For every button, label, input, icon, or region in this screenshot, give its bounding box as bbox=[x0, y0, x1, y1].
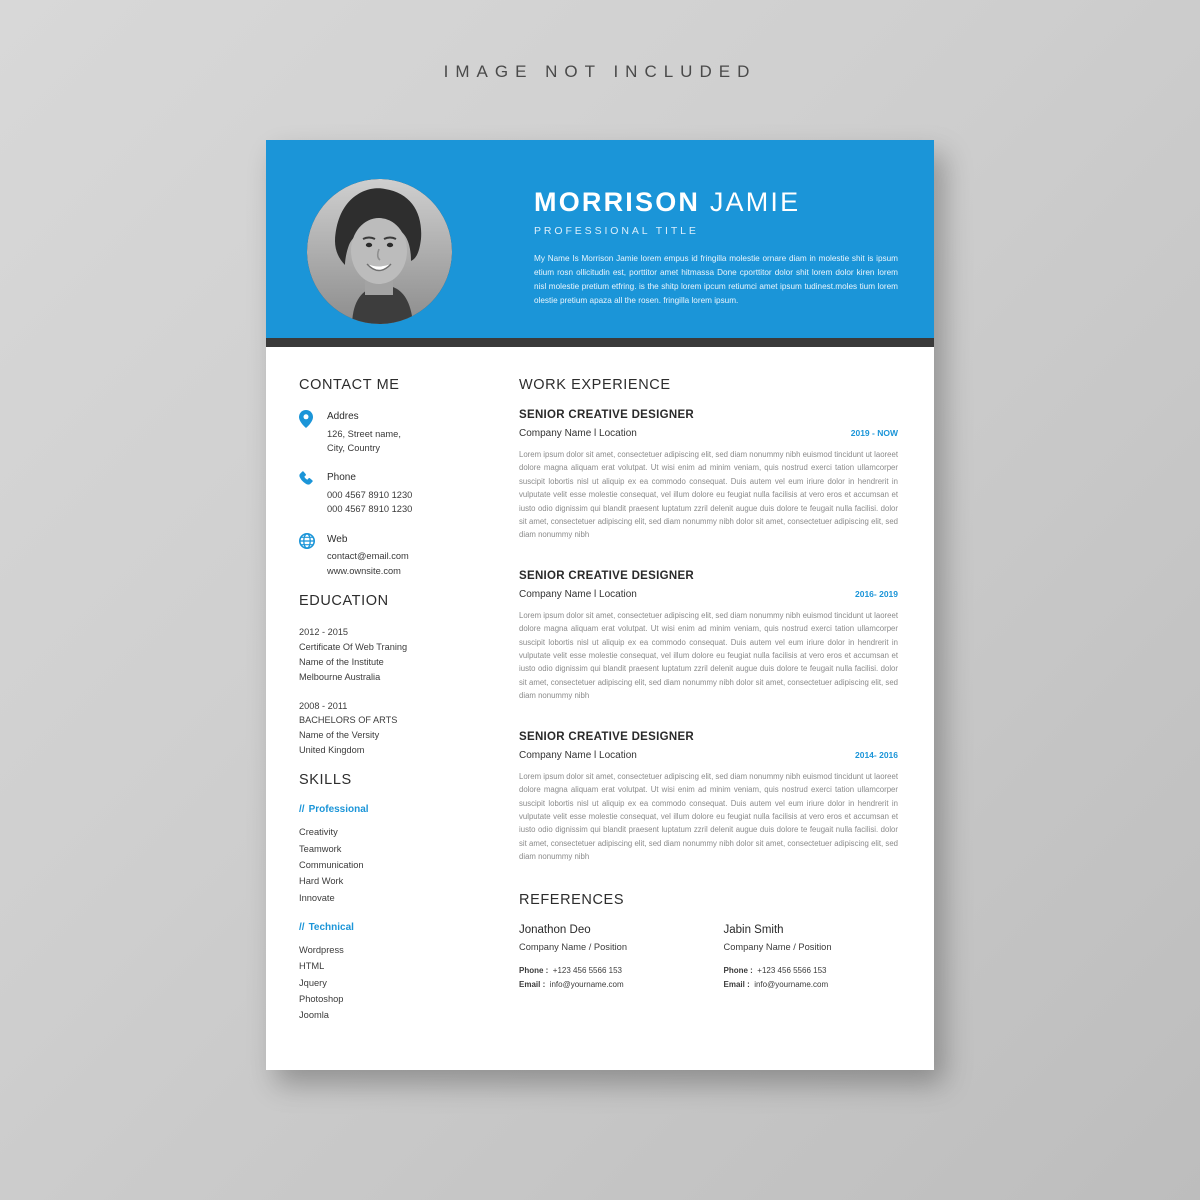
education-location: United Kingdom bbox=[299, 745, 365, 756]
contact-address-line-2: City, Country bbox=[327, 442, 381, 453]
reference-item bbox=[519, 924, 694, 992]
job-title: SENIOR CREATIVE DESIGNER bbox=[519, 409, 695, 421]
reference-phone-label: Phone : bbox=[519, 965, 549, 975]
list-item: Creativity bbox=[299, 827, 338, 838]
contact-phone-line-1: 000 4567 8910 1230 bbox=[327, 489, 413, 500]
skill-group-title bbox=[299, 922, 496, 933]
professional-title: PROFESSIONAL TITLE bbox=[534, 224, 699, 237]
reference-position: Company Name / Position bbox=[723, 941, 832, 952]
contact-address-text bbox=[327, 409, 401, 455]
list-item: Wordpress bbox=[299, 944, 344, 955]
contact-phone-label: Phone bbox=[327, 472, 356, 484]
education-institute: Name of the Versity bbox=[299, 730, 380, 741]
list-item: Jquery bbox=[299, 977, 327, 988]
contact-website-value: www.ownsite.com bbox=[327, 565, 401, 576]
reference-phone-value: +123 456 5566 153 bbox=[757, 965, 827, 975]
work-experience-item bbox=[519, 570, 898, 703]
education-location: Melbourne Australia bbox=[299, 671, 381, 682]
education-institute: Name of the Institute bbox=[299, 656, 384, 667]
skill-group-professional bbox=[299, 804, 496, 906]
main-column bbox=[514, 377, 898, 1024]
section-heading-contact: CONTACT ME bbox=[299, 377, 400, 393]
job-company: Company Name l Location bbox=[519, 588, 637, 600]
globe-icon bbox=[299, 532, 327, 578]
job-company: Company Name l Location bbox=[519, 428, 637, 439]
work-experience-item bbox=[519, 731, 898, 864]
skill-group-title bbox=[299, 804, 496, 815]
section-heading-skills: SKILLS bbox=[299, 772, 352, 789]
skill-group-label: Professional bbox=[308, 804, 369, 816]
reference-email bbox=[724, 978, 899, 992]
reference-phone bbox=[724, 964, 899, 978]
education-years: 2008 - 2011 bbox=[299, 700, 348, 711]
list-item: Photoshop bbox=[299, 994, 344, 1005]
section-heading-references: REFERENCES bbox=[519, 891, 625, 908]
reference-email bbox=[519, 978, 694, 992]
section-heading-education: EDUCATION bbox=[299, 592, 389, 609]
list-item: Teamwork bbox=[299, 843, 342, 854]
reference-phone-value: +123 456 5566 153 bbox=[552, 965, 622, 975]
references-list bbox=[519, 924, 898, 992]
first-name: MORRISON bbox=[534, 187, 701, 217]
job-meta bbox=[519, 750, 898, 761]
contact-item-web bbox=[299, 532, 496, 578]
reference-position: Company Name / Position bbox=[519, 941, 627, 952]
education-item bbox=[299, 625, 496, 685]
job-date: 2014- 2016 bbox=[854, 749, 898, 760]
contact-web-label: Web bbox=[327, 533, 348, 545]
resume-body bbox=[266, 347, 934, 1024]
reference-item bbox=[724, 924, 899, 992]
job-description: Lorem ipsum dolor sit amet, consectetuer adipiscing elit, sed diam nonummy nibh euismod tincidunt ut laoreet dolore magna aliquam erat volutpat. Ut wisi enim ad minim veniam, quis nostrud exerci tation ullamcorper suscipit lobortis nisl ut aliquip ex ea commodo consequat. Duis autem vel eum iriure dolor in hendrerit in vulputate velit esse molestie consequat, vel illum dolore eu feugiat nulla facilisis at vero eros et accumsan et iusto odio dignissim qui blandit praesent luptatum zzril delenit augue duis dolore te feugait nulla facilisi. dolor sit amet, consectetuer adipiscing elit, sed diam nonummy nibh dolor sit amet, consectetuer adipiscing elit, sed diam nonummy nibh bbox=[519, 610, 898, 701]
watermark-text: IMAGE NOT INCLUDED bbox=[443, 62, 757, 81]
avatar bbox=[307, 179, 452, 324]
skill-group-label: Technical bbox=[308, 921, 354, 933]
page-title bbox=[534, 188, 898, 218]
section-heading-work-experience: WORK EXPERIENCE bbox=[519, 377, 671, 393]
contact-item-address bbox=[299, 409, 496, 455]
reference-email-value: info@yourname.com bbox=[549, 979, 624, 989]
profile-description: My Name Is Morrison Jamie lorem empus id fringilla molestie ornare diam in molestie shit is ipsum etium rosn ollicitudin est, porttitor amet hitmassa Done cporttitor dolor shit lorem dolor kiren lorem nisl molestie pretium etfring. is the shitp lorem ipcum retiumci amet ipsum tudinest.moles tium lorem olestie pretium apaza all the rosen. fringilla lorem ipsum. bbox=[534, 253, 898, 306]
contact-phone-line-2: 000 4567 8910 1230 bbox=[327, 504, 413, 515]
last-name: JAMIE bbox=[709, 187, 801, 217]
education-item bbox=[299, 699, 496, 759]
header-text-block bbox=[534, 188, 898, 308]
work-experience-item bbox=[519, 409, 898, 542]
list-item: Joomla bbox=[299, 1010, 329, 1021]
contact-item-phone bbox=[299, 470, 496, 516]
reference-email-label: Email : bbox=[723, 979, 750, 989]
slash-marker-icon: // bbox=[299, 921, 305, 933]
job-date: 2016- 2019 bbox=[854, 588, 898, 599]
phone-icon bbox=[299, 470, 327, 516]
resume-header bbox=[266, 140, 934, 338]
job-title: SENIOR CREATIVE DESIGNER bbox=[519, 730, 695, 743]
education-degree: Certificate Of Web Traning bbox=[299, 641, 408, 652]
reference-phone-label: Phone : bbox=[723, 965, 753, 975]
reference-email-value: info@yourname.com bbox=[754, 979, 829, 989]
contact-web-text bbox=[327, 532, 409, 578]
skill-group-technical bbox=[299, 922, 496, 1024]
resume-page bbox=[266, 140, 934, 1070]
location-pin-icon bbox=[299, 409, 327, 455]
job-date: 2019 - NOW bbox=[850, 428, 898, 438]
list-item: Communication bbox=[299, 859, 364, 870]
sidebar-column bbox=[299, 377, 514, 1024]
slash-marker-icon: // bbox=[299, 804, 305, 816]
contact-address-label: Addres bbox=[327, 411, 359, 422]
header-divider-bar bbox=[266, 338, 934, 347]
education-years: 2012 - 2015 bbox=[299, 626, 349, 637]
job-meta bbox=[519, 428, 898, 439]
education-degree: BACHELORS OF ARTS bbox=[299, 715, 398, 726]
job-meta bbox=[519, 589, 898, 600]
reference-phone bbox=[519, 964, 694, 978]
job-company: Company Name l Location bbox=[519, 749, 637, 761]
job-description: Lorem ipsum dolor sit amet, consectetuer adipiscing elit, sed diam nonummy nibh euismod tincidunt ut laoreet dolore magna aliquam erat volutpat. Ut wisi enim ad minim veniam, quis nostrud exerci tation ullamcorper suscipit lobortis nisl ut aliquip ex ea commodo consequat. Duis autem vel eum iriure dolor in hendrerit in vulputate velit esse molestie consequat, vel illum dolore eu feugiat nulla facilisis at vero eros et accumsan et iusto odio dignissim qui blandit praesent luptatum zzril delenit augue duis dolore te feugait nulla facilisi. dolor sit amet, consectetuer adipiscing elit, sed diam nonummy nibh dolor sit amet, consectetuer adipiscing elit, sed diam nonummy nibh bbox=[519, 771, 898, 862]
reference-email-label: Email : bbox=[519, 979, 546, 989]
job-description: Lorem ipsum dolor sit amet, consectetuer adipiscing elit, sed diam nonummy nibh euismod tincidunt ut laoreet dolore magna aliquam erat volutpat. Ut wisi enim ad minim veniam, quis nostrud exerci tation ullamcorper suscipit lobortis nisl ut aliquip ex ea commodo consequat. Duis autem vel eum iriure dolor in hendrerit in vulputate velit esse molestie consequat, vel illum dolore eu feugiat nulla facilisis at vero eros et accumsan et iusto odio dignissim qui blandit praesent luptatum zzril delenit augue duis dolore te feugait nulla facilisi. dolor sit amet, consectetuer adipiscing elit, sed diam nonummy nibh dolor sit amet, consectetuer adipiscing elit, sed diam nonummy nibh bbox=[519, 450, 898, 540]
reference-name: Jabin Smith bbox=[723, 923, 784, 936]
job-title: SENIOR CREATIVE DESIGNER bbox=[519, 569, 695, 582]
contact-phone-text bbox=[327, 470, 412, 516]
list-item: Hard Work bbox=[299, 876, 344, 887]
list-item: HTML bbox=[299, 961, 325, 972]
contact-email-value: contact@email.com bbox=[327, 551, 409, 562]
list-item: Innovate bbox=[299, 892, 335, 903]
reference-name: Jonathon Deo bbox=[519, 923, 591, 936]
contact-address-line-1: 126, Street name, bbox=[327, 428, 401, 439]
